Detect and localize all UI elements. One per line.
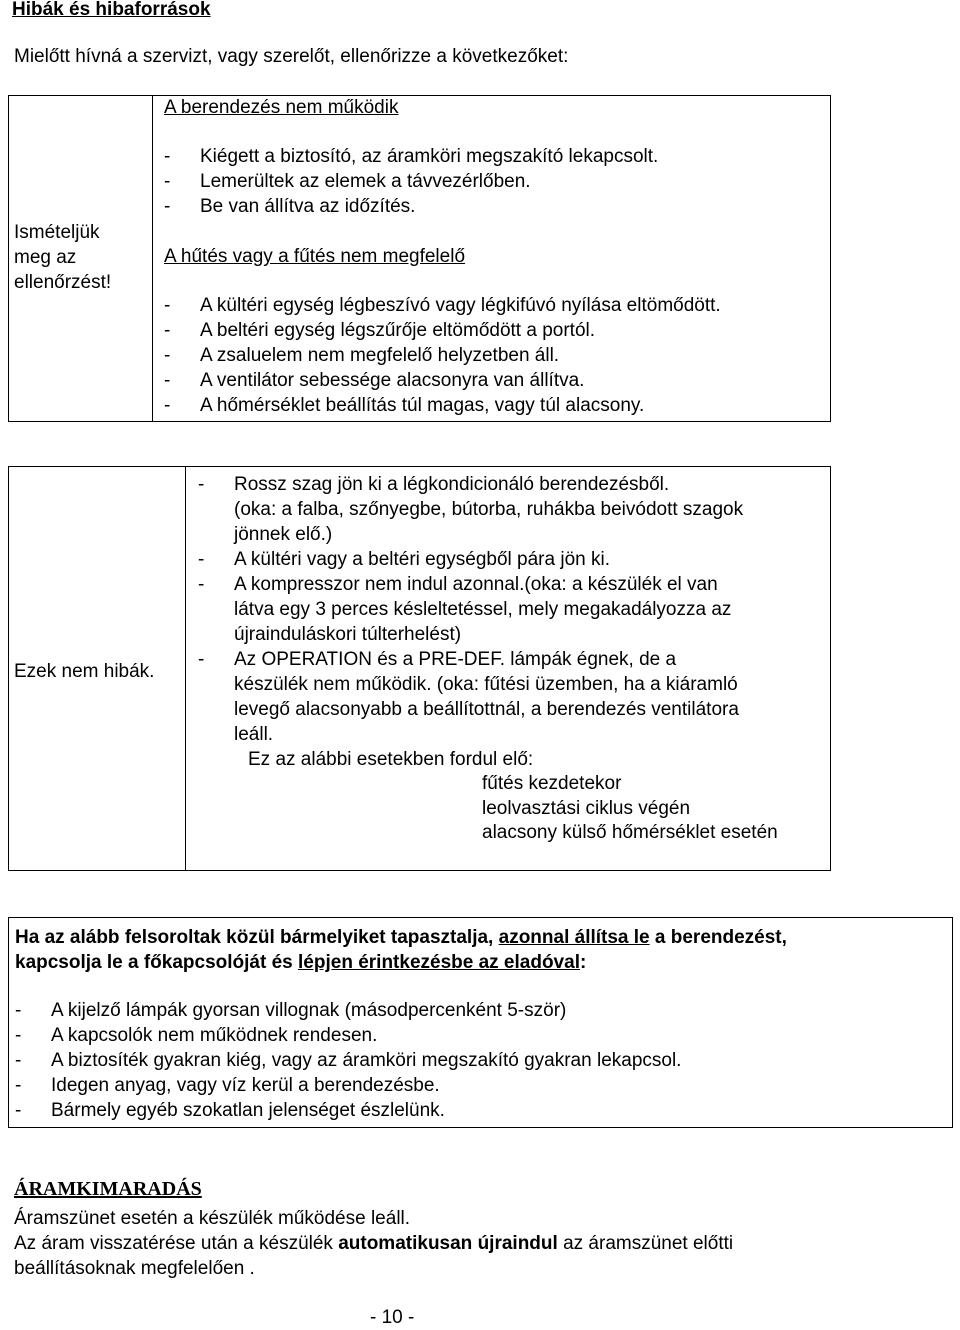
list-item: - A kültéri vagy a beltéri egységből pára jön ki. [198, 549, 610, 570]
list-item-cont: készülék nem működik. (oka: fűtési üzemben, ha a kiáramló [234, 674, 738, 695]
list-item-cont: leáll. [234, 724, 274, 745]
list-item: - A biztosíték gyakran kiég, vagy az áramköri megszakító gyakran lekapcsol. [15, 1050, 682, 1071]
check-side-label-3: ellenőrzést! [14, 272, 112, 293]
list-item: - A kapcsolók nem működnek rendesen. [15, 1025, 378, 1046]
section1-title: A berendezés nem működik [164, 97, 399, 118]
power-outage-line-2: Az áram visszatérése után a készülék automatikusan újraindul az áramszünet előtti [14, 1233, 734, 1254]
list-item-sub: alacsony külső hőmérséklet esetén [482, 822, 778, 843]
power-outage-line-1: Áramszünet esetén a készülék működése leáll. [14, 1208, 411, 1229]
list-item-cont: újrainduláskori túlterhelést) [234, 624, 462, 645]
list-item-cont: (oka: a falba, szőnyegbe, bútorba, ruhákba beivódott szagok [234, 499, 744, 520]
warning-line-2: kapcsolja le a főkapcsolóját és lépjen érintkezésbe az eladóval: [15, 952, 587, 973]
list-item-sub: leolvasztási ciklus végén [482, 798, 691, 819]
list-item-cont: Ez az alábbi esetekben fordul elő: [248, 749, 534, 770]
check-side-label-2: meg az [14, 247, 77, 268]
list-item-sub: fűtés kezdetekor [482, 773, 622, 794]
list-item: - Rossz szag jön ki a légkondicionáló berendezésből. [198, 474, 670, 495]
page-title: Hibák és hibaforrások [12, 0, 211, 20]
list-item: - A kompresszor nem indul azonnal.(oka: a készülék el van [198, 574, 718, 595]
list-item: - Az OPERATION és a PRE-DEF. lámpák égnek, de a [198, 649, 677, 670]
list-item: - A hőmérséklet beállítás túl magas, vagy túl alacsony. [164, 395, 645, 416]
list-item: - A beltéri egység légszűrője eltömődött a portól. [164, 320, 596, 341]
list-item-cont: látva egy 3 perces késleltetéssel, mely megakadályozza az [234, 599, 732, 620]
list-item: - Lemerültek az elemek a távvezérlőben. [164, 171, 531, 192]
list-item-cont: levegő alacsonyabb a beállítottnál, a berendezés ventilátora [234, 699, 739, 720]
list-item: - A kültéri egység légbeszívó vagy légkifúvó nyílása eltömődött. [164, 295, 721, 316]
check-side-label-1: Ismételjük [14, 222, 100, 243]
section2-title: A hűtés vagy a fűtés nem megfelelő [164, 246, 466, 267]
check-box-divider [152, 95, 153, 422]
intro-text: Mielőtt hívná a szervizt, vagy szerelőt, ellenőrizze a következőket: [14, 46, 569, 67]
not-faults-side-label: Ezek nem hibák. [14, 661, 155, 682]
list-item: - Bármely egyéb szokatlan jelenséget észlelünk. [15, 1100, 445, 1121]
list-item: - Kiégett a biztosító, az áramköri megszakító lekapcsolt. [164, 146, 659, 167]
power-outage-line-3: beállításoknak megfelelően . [14, 1258, 255, 1279]
page-number: - 10 - [370, 1307, 415, 1328]
list-item: - A zsaluelem nem megfelelő helyzetben áll. [164, 345, 560, 366]
warning-line-1: Ha az alább felsoroltak közül bármelyiket tapasztalja, azonnal állítsa le a berendezést, [15, 927, 787, 948]
list-item: - A kijelző lámpák gyorsan villognak (másodpercenként 5-ször) [15, 1000, 567, 1021]
list-item: - Idegen anyag, vagy víz kerül a berendezésbe. [15, 1075, 440, 1096]
list-item: - A ventilátor sebessége alacsonyra van állítva. [164, 370, 585, 391]
list-item: - Be van állítva az időzítés. [164, 196, 416, 217]
not-faults-divider [185, 466, 186, 871]
list-item-cont: jönnek elő.) [234, 524, 333, 545]
power-outage-heading: ÁRAMKIMARADÁS [14, 1178, 202, 1200]
